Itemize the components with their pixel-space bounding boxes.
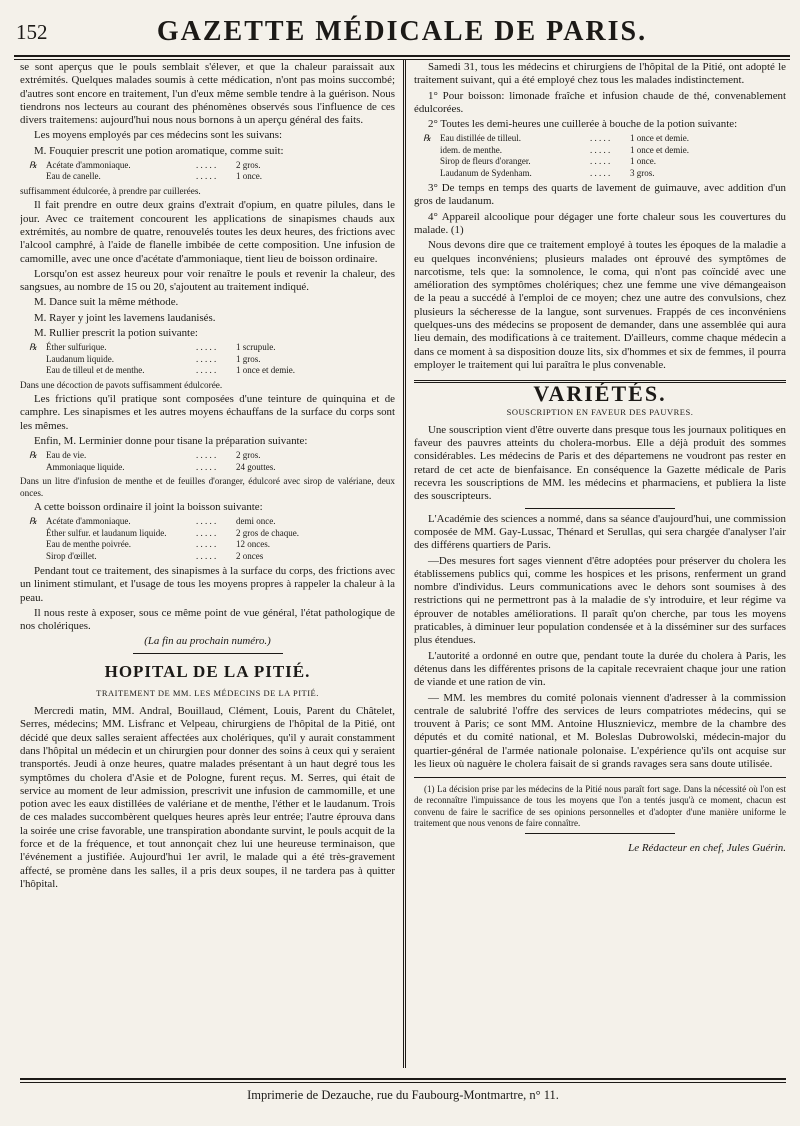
paragraph: 2° Toutes les demi-heures une cuillerée à bouche de la potion suivante: [428, 118, 738, 131]
prescription-line [414, 145, 786, 156]
recipe-symbol [20, 365, 46, 376]
paragraph: Les frictions qu'il pratique sont composées d'une teinture de quinquina et de camphre. Les sinapismes et les autres moyens échauffans de la surface du corps sont les mêmes. [20, 393, 395, 432]
quantity: 1 once et demie. [630, 133, 689, 144]
item-rule [525, 508, 675, 509]
ingredient: Éther sulfur. et laudanum liquide. [46, 527, 167, 538]
paragraph: se sont aperçus que le pouls semblait s'élever, et que la chaleur paraissait aux extrémités. Quelques malades soumis à cette médication, n'ont pas moins succombé; d'autres sont encore en traitement, l'un d'eux même semble tendre à la guérison. Nous tiendrons nos lecteurs au courant des phénomènes observés sous l'influence de ces divers traitemens: aujourd'hui nous nous bornons à un aperçu général des faits. [20, 61, 395, 127]
paragraph: Les moyens employés par ces médecins sont les suivans: [34, 129, 283, 142]
quantity: 1 scrupule. [236, 342, 276, 353]
ingredient: Sirop d'œillet. [46, 550, 97, 561]
quantity: 2 onces [236, 550, 264, 561]
prescription-line [20, 342, 395, 353]
prescription [20, 160, 395, 183]
recipe-symbol [414, 168, 440, 179]
leader-dots: . . . . . [196, 353, 217, 364]
paragraph: —Des mesures fort sages viennent d'être adoptées pour préserver du cholera les établissemens publics qui, comme les hospices et les prisons, renferment un grand nombre d'individus. Leurs communications avec le dehors sont soumises à des restrictions qui ne permettront pas à la maladie de s'y introduire, et leur régime va éprouver de notables améliorations. Il paraît qu'on cherche, par tous les moyens praticables, à diminuer leur population condensée et à la disséminer sur des surfaces plus étendues. [414, 554, 786, 647]
leader-dots: . . . . . [196, 527, 217, 538]
prescription [20, 450, 395, 473]
left-column [20, 61, 395, 1061]
paragraph: M. Dance suit la même méthode. [34, 296, 179, 309]
leader-dots: . . . . . [196, 516, 217, 527]
prescription-line [20, 160, 395, 171]
prescription-line [20, 516, 395, 527]
page-header [14, 6, 790, 54]
header-rule [14, 55, 790, 57]
quantity: 2 gros de chaque. [236, 527, 299, 538]
paragraph: M. Rullier prescrit la potion suivante: [34, 327, 198, 340]
leader-dots: . . . . . [590, 167, 611, 178]
leader-dots: . . . . . [590, 144, 611, 155]
recipe-symbol: ℞ [422, 133, 432, 144]
prescription-line [20, 171, 395, 182]
continued-note: (La fin au prochain numéro.) [144, 635, 271, 648]
prescription-line [20, 539, 395, 550]
ingredient: Laudanum de Sydenham. [440, 167, 532, 178]
section-subtitle: TRAITEMENT DE MM. LES MÉDECINS DE LA PITIÉ. [96, 687, 319, 698]
prescription-line [20, 551, 395, 562]
signature-rule [525, 833, 675, 834]
paragraph: 4° Appareil alcoolique pour dégager une forte chaleur sous les couvertures du malade. (1) [414, 210, 786, 236]
recipe-symbol: ℞ [28, 450, 38, 461]
section-title: HOPITAL DE LA PITIÉ. [104, 661, 311, 681]
quantity: 1 once. [630, 156, 656, 167]
footer-rule [20, 1078, 786, 1080]
recipe-symbol [20, 539, 46, 550]
masthead-title: GAZETTE MÉDICALE DE PARIS. [156, 16, 648, 47]
recipe-symbol [414, 145, 440, 156]
recipe-symbol [20, 551, 46, 562]
quantity: 1 once et demie. [236, 365, 295, 376]
paragraph: Mercredi matin, MM. Andral, Bouillaud, Clément, Louis, Parent du Châtelet, Serres, médecins; MM. Lisfranc et Velpeau, chirurgiens de l'hôpital de la Pitié, ont décidé que deux salles seraient affectées aux cholériques, qu'il y aurait constamment dans l'hôpital un médecin et un chirurgien pour donner des soins à ceux qui y seraient transportés. Jeudi à onze heures, quatre malades présentant à un haut degré tous les symptômes du cholera d'Asie et de Pologne, furent reçus. M. Serres, qui était de service au moment de leur admission, prescrivit une infusion de cammomille, et une potion avec les eaux distillées de valériane et de menthe, l'éther et le laudanum. Trois de ces malades succombèrent quelques heures après leur entrée; l'autre éprouva dans la soirée une crise favorable, une transpiration abondante survint, le pouls acquit de la force et de la fréquence, et tout annonçait chez lui une heureuse terminaison, que l'événement a justifiée. Aujourd'hui 1er avril, le malade qui a été très-gravement affecté, se promène dans les salles, il a pris deux soupes, il ne tardera pas à quitter l'hôpital. [20, 705, 395, 890]
varietes-subtitle: SOUSCRIPTION EN FAVEUR DES PAUVRES. [506, 406, 694, 417]
prescription-line [20, 365, 395, 376]
ingredient: Ammoniaque liquide. [46, 461, 125, 472]
recipe-symbol [20, 171, 46, 182]
quantity: 2 gros. [236, 450, 261, 461]
editor-signature: Le Rédacteur en chef, Jules Guérin. [628, 842, 786, 855]
leader-dots: . . . . . [196, 450, 217, 461]
leader-dots: . . . . . [196, 160, 217, 171]
paragraph: Lorsqu'on est assez heureux pour voir renaître le pouls et revenir la chaleur, des sangsues, au nombre de 15 ou 20, s'ajoutent au traitement indiqué. [20, 267, 395, 294]
paragraph: L'Académie des sciences a nommé, dans sa séance d'aujourd'hui, une commission composée de MM. Gay-Lussac, Thénard et Serullas, qui sera chargée d'analyser l'air des différens quartiers de Paris. [414, 512, 786, 552]
ingredient: Eau de tilleul et de menthe. [46, 365, 145, 376]
paragraph: Samedi 31, tous les médecins et chirurgiens de l'hôpital de la Pitié, ont adopté le traitement suivant, qui a été employé chez tous les malades indistinctement. [414, 61, 786, 87]
paragraph: Enfin, M. Lerminier donne pour tisane la préparation suivante: [34, 434, 308, 447]
recipe-symbol: ℞ [28, 516, 38, 527]
quantity: 3 gros. [630, 167, 655, 178]
paragraph: — MM. les membres du comité polonais viennent d'adresser à la commission centrale de salubrité l'offre des services de leurs compatriotes médecins, qui se trouvent à Paris; ce sont MM. Antoine Hlusznievicz, membre de la chambre des députés et du comité national, et M. Boleslas Dubrowolski, médecin-major du quartier-général de l'armée nationale polonaise. L'expérience qu'ils ont acquise sur les lieux où naguère le cholera faisait de si grands ravages sera sans doute utilisée. [414, 691, 786, 770]
prescription-note: Dans une décoction de pavots suffisamment édulcorée. [20, 379, 223, 390]
leader-dots: . . . . . [196, 539, 217, 550]
header-rule-thin [14, 59, 790, 60]
varietes-title: VARIÉTÉS. [533, 381, 667, 407]
leader-dots: . . . . . [196, 342, 217, 353]
recipe-symbol [20, 528, 46, 539]
footer-rule-thin [20, 1082, 786, 1083]
prescription-line [414, 133, 786, 144]
page-number: 152 [16, 20, 48, 44]
prescription [414, 133, 786, 179]
leader-dots: . . . . . [196, 365, 217, 376]
recipe-symbol [414, 156, 440, 167]
paragraph: M. Fouquier prescrit une potion aromatique, comme suit: [34, 144, 284, 157]
quantity: 24 gouttes. [236, 461, 276, 472]
paragraph: A cette boisson ordinaire il joint la boisson suivante: [34, 501, 263, 514]
leader-dots: . . . . . [196, 461, 217, 472]
paragraph: Il fait prendre en outre deux grains d'extrait d'opium, en quatre pilules, dans le jour. Avec ce traitement concourent les applications de sinapismes chauds aux extrémités, au nombre de quatre, renouvelés toutes les deux heures, des frictions avec l'alcool camphré, à l'aide de flanelle imbibée de cette composition. Une infusion de camomille, avec une once d'acétate d'ammoniaque, tient lieu de boisson ordinaire. [20, 199, 395, 265]
quantity: 12 onces. [236, 539, 270, 550]
ingredient: Eau de vie. [46, 450, 87, 461]
quantity: 1 gros. [236, 353, 261, 364]
prescription [20, 516, 395, 562]
prescription-line [20, 354, 395, 365]
recipe-symbol [20, 462, 46, 473]
paragraph: L'autorité a ordonné en outre que, pendant toute la durée du cholera à Paris, les détenus dans les différentes prisons de la capitale recevraient chaque jour une ration de viande et une ration de vin. [414, 649, 786, 689]
quantity: 2 gros. [236, 160, 261, 171]
paragraph: Il nous reste à exposer, sous ce même point de vue général, l'état pathologique de nos cholériques. [20, 606, 395, 633]
paragraph: M. Rayer y joint les lavemens laudanisés. [34, 311, 216, 324]
section-rule [133, 653, 283, 654]
prescription-line [20, 450, 395, 461]
quantity: 1 once. [236, 171, 262, 182]
ingredient: Sirop de fleurs d'oranger. [440, 156, 531, 167]
paragraph: 3° De temps en temps des quarts de lavement de guimauve, avec addition d'un gros de laudanum. [414, 182, 786, 208]
prescription-note: suffisamment édulcorée, à prendre par cuillerées. [20, 185, 201, 196]
paragraph: Pendant tout ce traitement, des sinapismes à la surface du corps, des frictions avec un liniment stimulant, et l'usage de tous les moyens propres à rappeler la chaleur à la peau. [20, 565, 395, 604]
prescription [20, 342, 395, 376]
recipe-symbol: ℞ [28, 342, 38, 353]
prescription-line [20, 462, 395, 473]
paragraph: 1° Pour boisson: limonade fraîche et infusion chaude de thé, convenablement édulcorées. [414, 89, 786, 115]
quantity: demi once. [236, 516, 276, 527]
prescription-note: Dans un litre d'infusion de menthe et de feuilles d'oranger, édulcoré avec sirop de valériane, deux onces. [20, 476, 395, 498]
ingredient: Eau distillée de tilleul. [440, 133, 521, 144]
ingredient: idem. de menthe. [440, 144, 502, 155]
footnote: (1) La décision prise par les médecins de la Pitié nous paraît fort sage. Dans la nécessité où l'on est de reconnaître l'impuissance de tous les moyens que l'on a tentés jusqu'à ce moment, chacun est convenu de faire le sacrifice de ses opinions personnelles et d'adopter d'une manière uniforme le traitement que nous venons de faire connaître. [414, 784, 786, 828]
ingredient: Laudanum liquide. [46, 353, 114, 364]
prescription-line [20, 528, 395, 539]
paragraph: Nous devons dire que ce traitement employé à toutes les époques de la maladie a eu quelques inconvéniens; plusieurs malades ont éprouvé des symptômes de narcotisme, tels que: la somnolence, le coma, qui n'ont pas coïncidé avec une amélioration des symptômes cholériques; chez une femme une vive démangeaison de la peau a succédé à l'emploi de ce moyen; chez une autre des convulsions, chez plusieurs la sécheresse de la langue, sont survenues. Frappés de ces inconvéniens quelques-uns des médecins se proposent de demander, dans une assemblée qui aura lieu demain, des modifications à ce traitement. D'ailleurs, comme chaque médecin a dans ce moment à sa disposition douze lits, six d'hommes et six de femmes, il pourra employer le traitement qui lui paraîtra le plus convenable. [414, 239, 786, 371]
leader-dots: . . . . . [590, 133, 611, 144]
ingredient: Eau de menthe poivrée. [46, 539, 131, 550]
column-divider [403, 60, 406, 1068]
leader-dots: . . . . . [196, 550, 217, 561]
paragraph: Une souscription vient d'être ouverte dans presque tous les journaux politiques en faveur des pauvres atteints du cholera-morbus. Elle a déjà produit des sommes considérables. Les médecins de Paris et des départemens ne voudront pas rester en retard de cet acte de bienfaisance. En conséquence la Gazette médicale de Paris recevra les souscriptions de MM. les médecins et pharmaciens, et publiera la liste des souscripteurs. [414, 423, 786, 503]
right-column [414, 61, 786, 1061]
prescription-line [414, 156, 786, 167]
page-footer [20, 1078, 786, 1118]
leader-dots: . . . . . [196, 171, 217, 182]
ingredient: Éther sulfurique. [46, 342, 107, 353]
imprint-line: Imprimerie de Dezauche, rue du Faubourg-Montmartre, n° 11. [247, 1088, 559, 1102]
quantity: 1 once et demie. [630, 144, 689, 155]
recipe-symbol [20, 354, 46, 365]
ingredient: Acétate d'ammoniaque. [46, 516, 131, 527]
prescription-line [414, 168, 786, 179]
ingredient: Acétate d'ammoniaque. [46, 160, 131, 171]
leader-dots: . . . . . [590, 156, 611, 167]
ingredient: Eau de canelle. [46, 171, 101, 182]
footnote-rule [414, 777, 786, 778]
recipe-symbol: ℞ [28, 160, 38, 171]
